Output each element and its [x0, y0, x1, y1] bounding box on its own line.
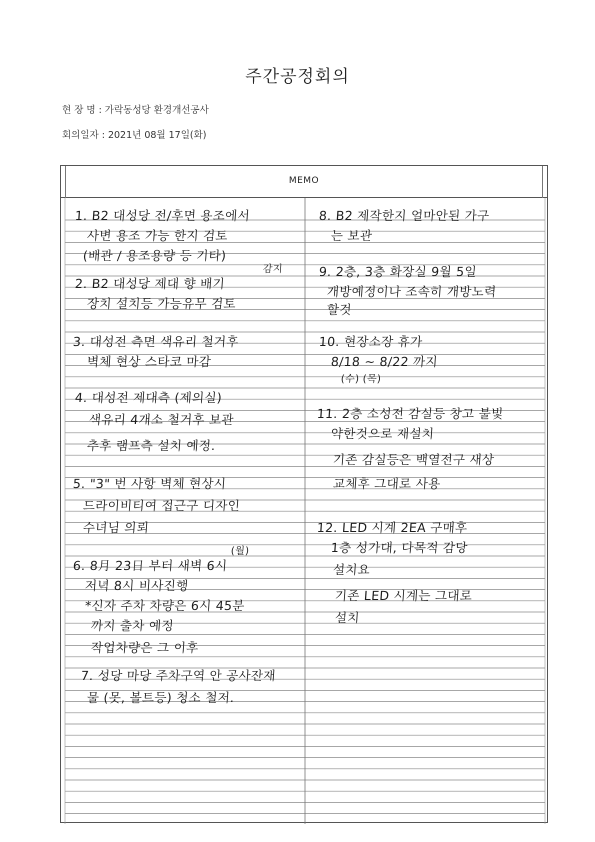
memo-box: [60, 165, 548, 823]
page-title: 주간공정회의: [245, 67, 350, 87]
note-11-line-4: 교체후 그대로 사용: [332, 476, 442, 491]
note-4-line-3: 추후 램프측 설치 예정.: [86, 438, 216, 453]
note-12-line-2: 1층 성가대, 다목적 감당: [330, 540, 469, 555]
note-12-line-5: 설치: [334, 610, 361, 625]
note-11-line-2: 약한것으로 재설치: [330, 426, 435, 441]
note-3-line-2: 벽체 현상 스타코 마감: [86, 354, 212, 369]
note-4-line-1: 4. 대성전 제대측 (제의실): [74, 390, 223, 405]
note-1-line-1: 1. B2 대성당 전/후면 용조에서: [74, 208, 251, 223]
note-1-line-2: 사변 용조 가능 한지 검토: [86, 228, 229, 243]
note-9-line-1: 9. 2층, 3층 화장실 9월 5일: [318, 264, 478, 279]
note-12-line-3: 설치요: [332, 562, 371, 577]
note-9-line-3: 할것: [326, 302, 353, 317]
note-6-weekday: (월): [230, 546, 250, 557]
note-10-line-1: 10. 현장소장 휴가: [318, 334, 424, 349]
note-7-line-2: 물 (못, 볼트등) 청소 철저.: [86, 690, 235, 705]
note-5-line-1: 5. "3" 번 사항 벽체 현상시: [72, 476, 227, 491]
note-6-line-1: 6. 8月 23日 부터 새벽 6시: [72, 558, 228, 573]
note-11-line-1: 11. 2층 소성전 감실등 창고 불빛: [316, 406, 505, 421]
note-11-line-3: 기존 감실등은 백열전구 새상: [332, 452, 495, 467]
site-name-line: 현 장 명 : 가락동성당 환경개선공사: [62, 105, 209, 116]
note-9-line-2: 개방예정이나 조속히 개방노력: [326, 284, 497, 299]
note-8-line-1: 8. B2 제작한지 얼마안된 가구: [318, 208, 490, 223]
note-2-correction: 감지: [262, 264, 284, 275]
note-10-line-3: (수) (목): [340, 374, 382, 385]
note-8-line-2: 는 보관: [330, 228, 373, 243]
note-1-line-3: (배관 / 용조용량 등 기타): [82, 248, 227, 263]
note-6-line-3: *신자 주차 차량은 6시 45분: [84, 598, 246, 613]
note-6-line-4: 까지 출차 예정: [90, 618, 175, 633]
note-4-line-2: 색유리 4개소 철거후 보관: [88, 412, 235, 427]
note-12-line-4: 기존 LED 시계는 그대로: [334, 588, 473, 603]
note-6-line-5: 작업차량은 그 이후: [90, 640, 200, 655]
note-5-line-3: 수녀님 의뢰: [82, 520, 150, 535]
note-6-line-2: 저녁 8시 비사진행: [84, 578, 189, 593]
note-10-line-2: 8/18 ~ 8/22 까지: [330, 354, 439, 369]
memo-label: MEMO: [288, 176, 320, 186]
note-12-line-1: 12. LED 시계 2EA 구매후: [316, 520, 468, 535]
meeting-date-line: 회의일자 : 2021년 08월 17일(화): [62, 130, 207, 141]
note-5-line-2: 드라이비티여 접근구 디자인: [82, 498, 241, 513]
note-2-line-1: 2. B2 대성당 제대 향 배기: [74, 276, 226, 291]
note-2-line-2: 장치 설치등 가능유무 검토: [86, 296, 237, 311]
note-3-line-1: 3. 대성전 측면 색유리 철거후: [72, 334, 240, 349]
note-7-line-1: 7. 성당 마당 주차구역 안 공사잔재: [80, 668, 277, 683]
